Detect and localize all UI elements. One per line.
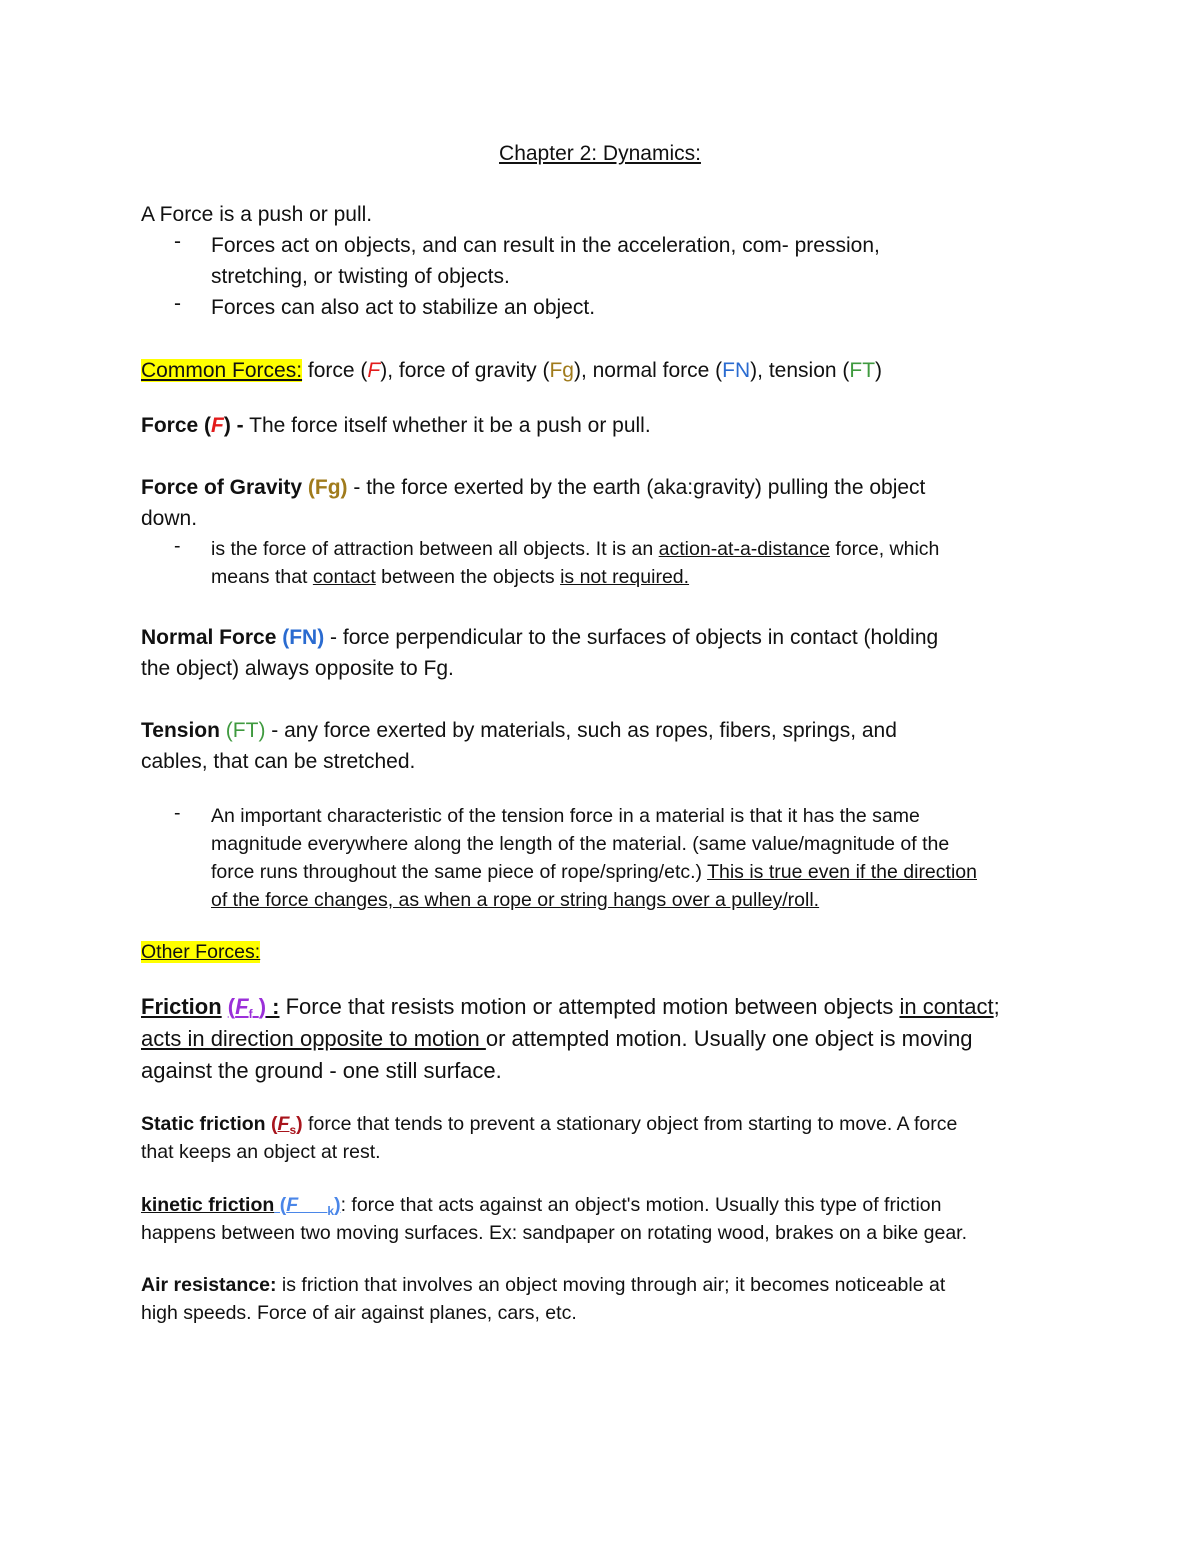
tension-definition: Tension (FT) - any force exerted by materials, such as ropes, fibers, springs, and	[141, 719, 897, 742]
intro-bullet-2: Forces can also act to stabilize an object.	[211, 296, 596, 319]
kinetic-definition: kinetic friction $(F􀀀􀀀_k)$: force that acts against an object's motion. Usually this type of friction	[141, 1194, 942, 1218]
common-forces-label: Common Forces:	[141, 359, 303, 382]
term-friction: Friction	[141, 994, 222, 1019]
term-kinetic: kinetic friction	[141, 1194, 275, 1216]
force-definition: Force (F) - The force itself whether it be a push or pull.	[141, 414, 651, 437]
intro-line: A Force is a push or pull.	[141, 203, 373, 226]
symbol-fn: (FN)	[282, 626, 325, 649]
term-static: Static friction	[141, 1113, 266, 1135]
intro-bullet-1b: stretching, or twisting of objects.	[211, 265, 510, 288]
dash-bullet: -	[174, 230, 181, 253]
tension-bullet-1: An important characteristic of the tension force in a material is that it has the same	[211, 805, 920, 827]
gravity-definition-cont: down.	[141, 507, 198, 530]
other-forces-label: Other Forces:	[141, 941, 261, 963]
symbol-ft: FT	[849, 359, 876, 382]
tension-definition-cont: cables, that can be stretched.	[141, 750, 416, 773]
symbol-fs: $F_s$	[277, 1113, 297, 1137]
dash-bullet: -	[174, 292, 181, 315]
symbol-ft: (FT)	[225, 719, 266, 742]
common-forces-line: Common Forces: force (F), force of gravity (Fg), normal force (FN), tension (FT)	[141, 359, 883, 382]
term-air: Air resistance:	[141, 1274, 277, 1296]
symbol-fg: (Fg)	[307, 476, 348, 499]
tension-bullet-4: of the force changes, as when a rope or string hangs over a pulley/roll.	[211, 889, 820, 911]
symbol-ff: ($F_f$ )	[227, 994, 267, 1021]
static-definition: Static friction $(F_s)$ force that tends to prevent a stationary object from starting to move. A force	[141, 1113, 958, 1137]
tension-bullet-3: force runs throughout the same piece of rope/spring/etc.) This is true even if the direction	[211, 861, 977, 883]
gravity-bullet-b: means that contact between the objects is not required.	[211, 566, 690, 588]
friction-definition: Friction ($F_f$ ) : Force that resists motion or attempted motion between objects in contact;	[141, 994, 1000, 1021]
dash-bullet: -	[174, 802, 181, 824]
term-gravity: Force of Gravity	[141, 476, 303, 499]
tension-bullet-2: magnitude everywhere along the length of the material. (same value/magnitude of the	[211, 833, 950, 855]
normal-definition: Normal Force (FN) - force perpendicular to the surfaces of objects in contact (holding	[141, 626, 939, 649]
symbol-fn: FN	[722, 359, 751, 382]
normal-definition-cont: the object) always opposite to Fg.	[141, 657, 454, 680]
symbol-fk: $F􀀀􀀀_k$	[286, 1194, 335, 1218]
term-force: Force	[141, 414, 199, 437]
kinetic-definition-cont: happens between two moving surfaces. Ex: sandpaper on rotating wood, brakes on a bike gear.	[141, 1222, 968, 1244]
page-title: Chapter 2: Dynamics:	[499, 142, 701, 165]
air-definition: Air resistance: is friction that involves an object moving through air; it becomes noticeable at	[141, 1274, 946, 1296]
gravity-bullet-a: is the force of attraction between all objects. It is an action-at-a-distance force, which	[211, 538, 940, 560]
friction-definition-cont: acts in direction opposite to motion or attempted motion. Usually one object is moving	[141, 1026, 973, 1051]
friction-definition-cont2: against the ground - one still surface.	[141, 1058, 502, 1083]
intro-bullet-1a: Forces act on objects, and can result in the acceleration, com- pression,	[211, 234, 880, 257]
other-forces-line	[141, 938, 1071, 967]
symbol-fg: Fg	[549, 359, 574, 382]
dash-bullet: -	[174, 535, 181, 557]
air-definition-cont: high speeds. Force of air against planes, cars, etc.	[141, 1302, 577, 1324]
symbol-f: F	[211, 414, 224, 437]
gravity-definition: Force of Gravity (Fg) - the force exerted by the earth (aka:gravity) pulling the object	[141, 476, 926, 499]
term-tension: Tension	[141, 719, 220, 742]
symbol-f: F	[367, 359, 381, 382]
term-normal: Normal Force	[141, 626, 277, 649]
static-definition-cont: that keeps an object at rest.	[141, 1141, 381, 1163]
